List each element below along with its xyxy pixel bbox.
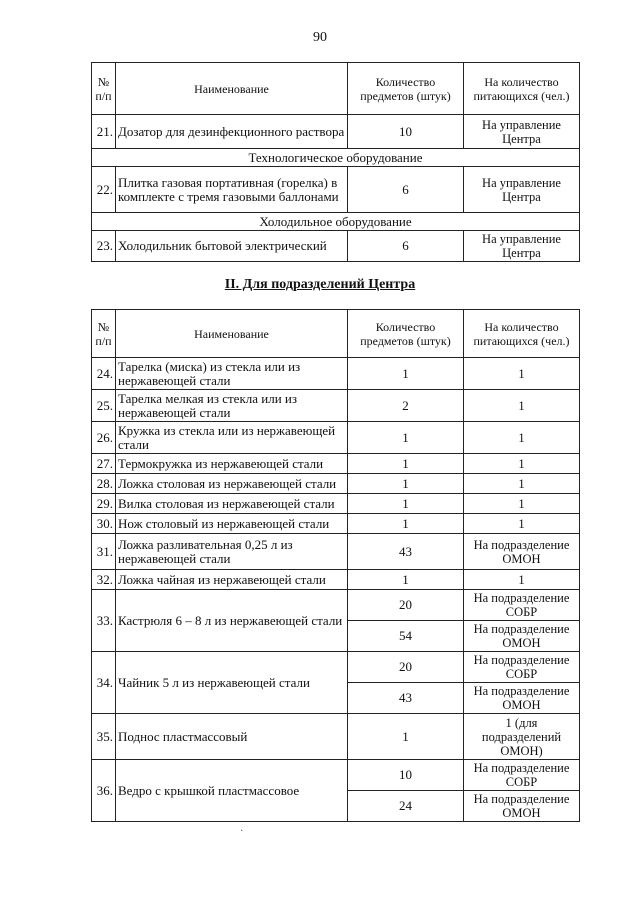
table-row [92,115,580,149]
row-num: 35. [92,714,116,760]
row-qty: 1 [348,494,464,514]
table-row [92,167,580,213]
row-name: Вилка столовая из нержавеющей стали [116,494,348,514]
row-name: Нож столовый из нержавеющей стали [116,514,348,534]
row-name: Тарелка (миска) из стекла или из нержавеющей стали [116,358,348,390]
row-note: 1 [464,494,580,514]
row-num: 24. [92,358,116,390]
header-qty: Количество предметов (штук) [348,310,464,358]
table-row [92,358,580,390]
row-qty: 10 [348,760,464,791]
row-num: 23. [92,231,116,262]
equipment-table-2 [91,309,580,822]
header-per: На количество питающихся (чел.) [464,310,580,358]
scan-speck: · [240,826,244,837]
table-row [92,760,580,791]
header-qty: Количество предметов (штук) [348,63,464,115]
row-name: Дозатор для дезинфекционного раствора [116,115,348,149]
row-num: 21. [92,115,116,149]
row-note: 1 (для подразделений ОМОН) [464,714,580,760]
row-name: Ведро с крышкой пластмассовое [116,760,348,822]
row-name: Кружка из стекла или из нержавеющей стали [116,422,348,454]
row-qty: 43 [348,534,464,570]
row-name: Холодильник бытовой электрический [116,231,348,262]
row-num: 27. [92,454,116,474]
row-note: 1 [464,422,580,454]
row-qty: 6 [348,231,464,262]
equipment-table-1 [91,62,580,262]
row-qty: 54 [348,621,464,652]
row-note: 1 [464,454,580,474]
row-note: 1 [464,514,580,534]
row-qty: 10 [348,115,464,149]
row-note: На подразделение ОМОН [464,683,580,714]
table-row [92,570,580,590]
row-qty: 43 [348,683,464,714]
table-row [92,231,580,262]
row-qty: 1 [348,474,464,494]
row-num: 26. [92,422,116,454]
row-note: На подразделение ОМОН [464,534,580,570]
section-technological: Технологическое оборудование [92,149,580,167]
header-num: № п/п [92,310,116,358]
row-num: 25. [92,390,116,422]
row-note: На подразделение СОБР [464,652,580,683]
row-qty: 20 [348,590,464,621]
header-name: Наименование [116,63,348,115]
table-row [92,454,580,474]
row-qty: 2 [348,390,464,422]
row-qty: 1 [348,714,464,760]
table-header-row [92,63,580,115]
row-note: На подразделение ОМОН [464,621,580,652]
row-num: 32. [92,570,116,590]
row-note: На подразделение СОБР [464,760,580,791]
row-note: 1 [464,358,580,390]
row-name: Плитка газовая портативная (горелка) в комплекте с тремя газовыми баллонами [116,167,348,213]
row-num: 28. [92,474,116,494]
row-qty: 1 [348,422,464,454]
row-note: 1 [464,390,580,422]
table-row [92,474,580,494]
row-num: 36. [92,760,116,822]
header-num: № п/п [92,63,116,115]
table-row [92,534,580,570]
row-note: На управление Центра [464,167,580,213]
row-name: Чайник 5 л из нержавеющей стали [116,652,348,714]
table-row [92,652,580,683]
section-title: II. Для подразделений Центра [224,277,416,292]
row-qty: 1 [348,514,464,534]
row-name: Поднос пластмассовый [116,714,348,760]
section-refrigeration: Холодильное оборудование [92,213,580,231]
row-name: Кастрюля 6 – 8 л из нержавеющей стали [116,590,348,652]
row-note: На управление Центра [464,115,580,149]
row-note: На управление Центра [464,231,580,262]
header-name: Наименование [116,310,348,358]
header-per: На количество питающихся (чел.) [464,63,580,115]
table-row [92,422,580,454]
page-number: 90 [313,30,327,45]
row-name: Термокружка из нержавеющей стали [116,454,348,474]
section-row [92,213,580,231]
row-note: На подразделение СОБР [464,590,580,621]
row-name: Ложка чайная из нержавеющей стали [116,570,348,590]
row-note: 1 [464,570,580,590]
row-num: 34. [92,652,116,714]
table-row [92,714,580,760]
row-note: 1 [464,474,580,494]
row-qty: 6 [348,167,464,213]
row-name: Ложка столовая из нержавеющей стали [116,474,348,494]
row-qty: 1 [348,570,464,590]
row-qty: 24 [348,791,464,822]
row-num: 30. [92,514,116,534]
row-name: Тарелка мелкая из стекла или из нержавеющей стали [116,390,348,422]
row-num: 33. [92,590,116,652]
table-row [92,494,580,514]
row-qty: 20 [348,652,464,683]
row-num: 29. [92,494,116,514]
table-row [92,390,580,422]
table-row [92,514,580,534]
section-row [92,149,580,167]
row-qty: 1 [348,454,464,474]
row-qty: 1 [348,358,464,390]
row-note: На подразделение ОМОН [464,791,580,822]
row-name: Ложка разливательная 0,25 л из нержавеющей стали [116,534,348,570]
row-num: 22. [92,167,116,213]
table-header-row [92,310,580,358]
row-num: 31. [92,534,116,570]
table-row [92,590,580,621]
